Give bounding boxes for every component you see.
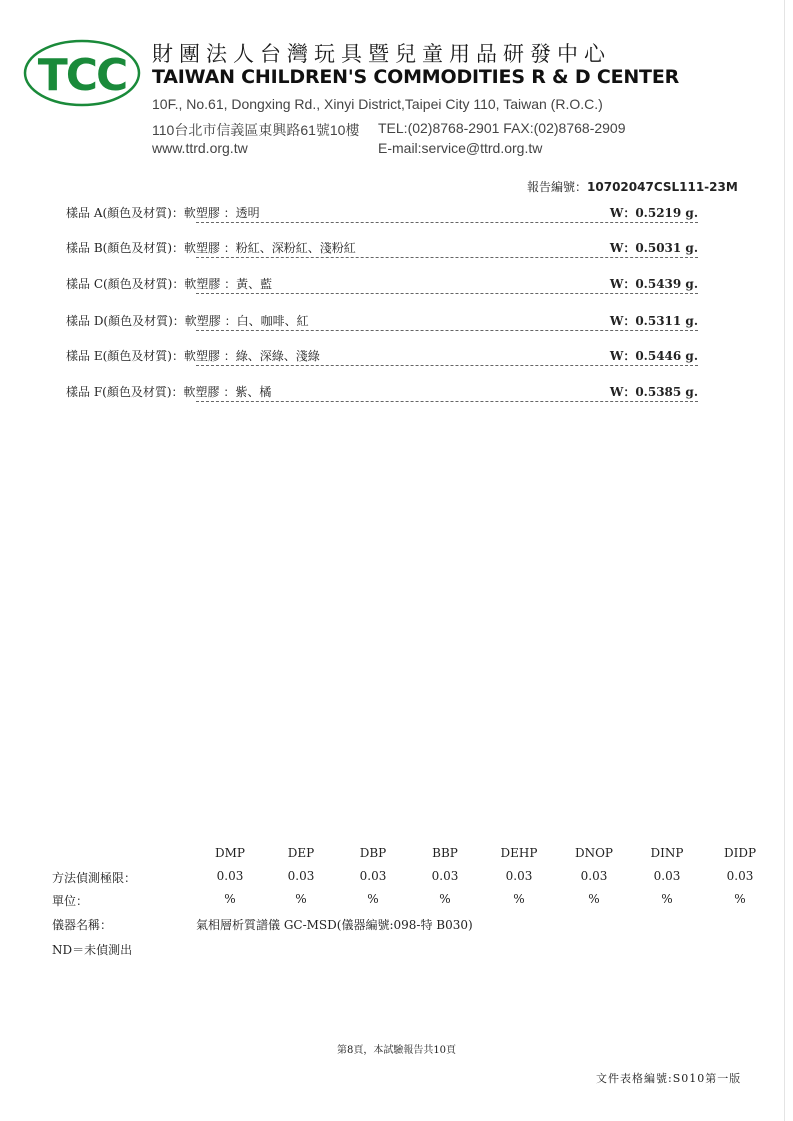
limit-label: 方法偵測極限： <box>52 871 137 885</box>
unit-value: % <box>661 892 673 906</box>
sample-label: 樣品 A(顏色及材質)：軟塑膠 ：透明 <box>66 206 260 220</box>
unit-value: % <box>367 892 379 906</box>
unit-value: % <box>224 892 236 906</box>
sample-label: 樣品 E(顏色及材質)：軟塑膠 ：綠、深綠、淺綠 <box>66 349 320 363</box>
sample-row <box>66 381 698 403</box>
org-name-cn: 財團法人台灣玩具暨兒童用品研發中心 <box>152 42 611 66</box>
column-header: DMP <box>215 846 245 860</box>
sample-weight: W：0.5219 g. <box>609 206 698 220</box>
sample-weight: W：0.5311 g. <box>609 314 698 328</box>
page-edge <box>784 0 785 1121</box>
tel-fax: TEL:(02)8768-2901 FAX:(02)8768-2909 <box>378 120 626 136</box>
limit-value: 0.03 <box>726 869 754 883</box>
dashed-rule <box>196 401 698 402</box>
unit-label: 單位： <box>52 894 89 908</box>
page-number: 第8頁，本試驗報告共10頁 <box>336 1045 457 1056</box>
sample-weight: W：0.5446 g. <box>609 349 698 363</box>
website: www.ttrd.org.tw <box>152 140 248 156</box>
column-header: BBP <box>432 846 458 860</box>
column-header: DEHP <box>500 846 538 860</box>
logo-text: TCC <box>37 50 127 101</box>
sample-label: 樣品 F(顏色及材質)：軟塑膠 ：紫、橘 <box>66 385 272 399</box>
limit-value: 0.03 <box>580 869 608 883</box>
instrument-name: 氣相層析質譜儀 GC-MSD(儀器編號:098-特 B030) <box>196 918 473 932</box>
report-number <box>527 178 738 195</box>
limit-value: 0.03 <box>505 869 533 883</box>
limit-value: 0.03 <box>359 869 387 883</box>
org-name-en: TAIWAN CHILDREN'S COMMODITIES R & D CENTER <box>152 66 680 88</box>
sample-row <box>66 237 698 259</box>
column-header: DNOP <box>574 846 614 860</box>
sample-label: 樣品 B(顏色及材質)：軟塑膠 ：粉紅、深粉紅、淺粉紅 <box>66 241 356 255</box>
sample-row <box>66 345 698 367</box>
address-cn: 110台北市信義區東興路61號10樓 <box>152 122 360 138</box>
unit-value: % <box>295 892 307 906</box>
column-header: DBP <box>359 846 387 860</box>
email: E-mail:service@ttrd.org.tw <box>378 140 543 156</box>
dashed-rule <box>196 257 698 258</box>
sample-row <box>66 310 698 332</box>
unit-value: % <box>588 892 600 906</box>
sample-weight: W：0.5031 g. <box>609 241 698 255</box>
dashed-rule <box>196 222 698 223</box>
sample-row <box>66 202 698 224</box>
dashed-rule <box>196 293 698 294</box>
unit-value: % <box>439 892 451 906</box>
column-header: DIDP <box>723 846 757 860</box>
nd-note: ND＝未偵測出 <box>52 943 133 957</box>
dashed-rule <box>196 365 698 366</box>
limit-value: 0.03 <box>216 869 244 883</box>
instrument-label: 儀器名稱： <box>52 918 113 932</box>
limit-value: 0.03 <box>653 869 681 883</box>
address-en: 10F., No.61, Dongxing Rd., Xinyi District,Taipei City 110, Taiwan (R.O.C.) <box>152 96 603 112</box>
column-header: DINP <box>650 846 684 860</box>
tcc-logo <box>22 38 142 108</box>
report-number-label: 報告編號： <box>527 180 588 194</box>
limit-value: 0.03 <box>431 869 459 883</box>
limit-value: 0.03 <box>287 869 315 883</box>
dashed-rule <box>196 330 698 331</box>
report-number-value: 10702047CSL111-23M <box>587 180 738 194</box>
column-header: DEP <box>287 846 315 860</box>
unit-value: % <box>513 892 525 906</box>
sample-label: 樣品 D(顏色及材質)：軟塑膠 ：白、咖啡、紅 <box>66 314 309 328</box>
form-number: 文件表格編號:S010第一版 <box>596 1072 742 1085</box>
sample-weight: W：0.5385 g. <box>609 385 698 399</box>
sample-row <box>66 273 698 295</box>
unit-value: % <box>734 892 746 906</box>
sample-label: 樣品 C(顏色及材質)：軟塑膠 ：黃、藍 <box>66 277 273 291</box>
sample-weight: W：0.5439 g. <box>609 277 698 291</box>
